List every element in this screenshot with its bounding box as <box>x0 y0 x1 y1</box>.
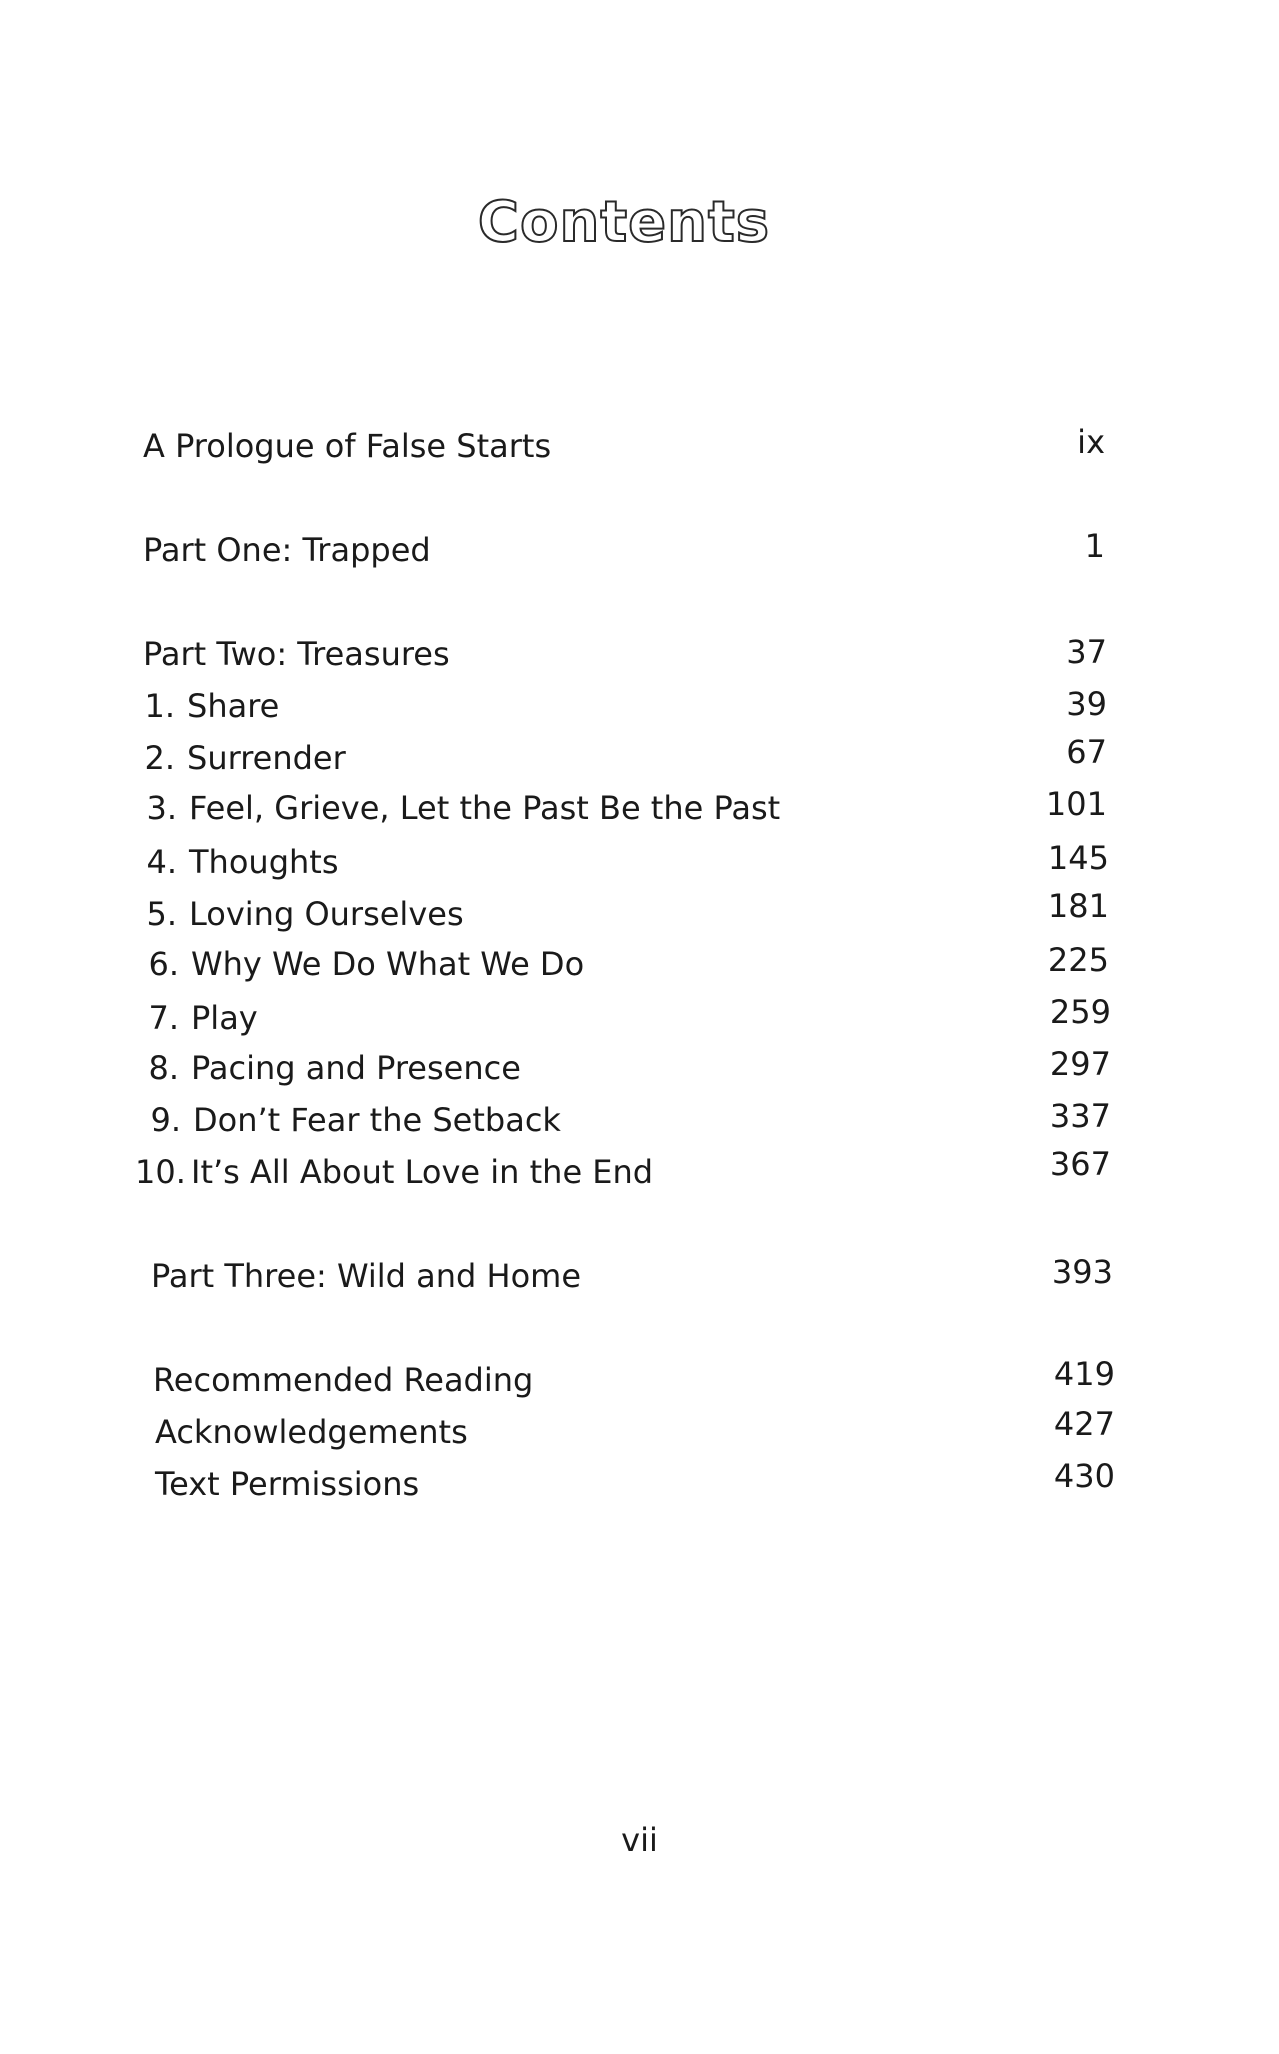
toc-entry-label: Loving Ourselves <box>189 895 464 933</box>
toc-chapter-number: 6. <box>148 945 179 983</box>
toc-entry-page: 430 <box>1053 1457 1115 1495</box>
toc-chapter-8 <box>135 1048 521 1088</box>
toc-entry-label: A Prologue of False Starts <box>143 427 552 465</box>
toc-entry-label: Play <box>191 999 258 1037</box>
toc-chapter-number: 1. <box>144 687 175 725</box>
toc-chapter-number: 3. <box>146 789 177 827</box>
toc-entry-label: Acknowledgements <box>155 1413 468 1451</box>
toc-chapter-number: 9. <box>150 1101 181 1139</box>
toc-entry-page: 337 <box>1049 1097 1111 1135</box>
toc-entry-prologue <box>143 426 551 466</box>
toc-entry-page: 259 <box>1049 993 1111 1031</box>
toc-chapter-4 <box>133 842 339 882</box>
toc-chapter-number: 2. <box>144 739 175 777</box>
toc-entry-page: 297 <box>1049 1045 1111 1083</box>
toc-entry-label: Text Permissions <box>155 1465 420 1503</box>
toc-entry-label: Part Two: Treasures <box>143 635 450 673</box>
toc-entry-label: Don’t Fear the Setback <box>193 1101 561 1139</box>
page-title: Contents <box>477 190 771 255</box>
toc-chapter-6 <box>135 944 584 984</box>
toc-chapter-5 <box>133 894 464 934</box>
toc-entry-part-three <box>151 1256 581 1296</box>
toc-chapter-number: 10. <box>135 1153 186 1191</box>
toc-entry-page: 39 <box>1066 685 1107 723</box>
toc-entry-label: Thoughts <box>189 843 339 881</box>
toc-chapter-number: 5. <box>146 895 177 933</box>
toc-entry-label: Feel, Grieve, Let the Past Be the Past <box>189 789 781 827</box>
toc-entry-label: It’s All About Love in the End <box>191 1153 654 1191</box>
toc-entry-text-permissions <box>155 1464 419 1504</box>
toc-entry-page: 427 <box>1053 1405 1115 1443</box>
toc-chapter-10 <box>135 1152 653 1192</box>
toc-entry-page: 419 <box>1053 1355 1115 1393</box>
toc-entry-acknowledgements <box>155 1412 468 1452</box>
toc-entry-page: 67 <box>1066 733 1107 771</box>
toc-entry-label: Part Three: Wild and Home <box>151 1257 582 1295</box>
toc-entry-page: 1 <box>1084 527 1105 565</box>
toc-entry-page: 393 <box>1051 1253 1113 1291</box>
toc-chapter-7 <box>135 998 258 1038</box>
toc-entry-page: ix <box>1077 423 1105 461</box>
toc-entry-page: 181 <box>1047 887 1109 925</box>
toc-chapter-number: 4. <box>146 843 177 881</box>
toc-entry-label: Recommended Reading <box>153 1361 534 1399</box>
toc-entry-label: Surrender <box>187 739 346 777</box>
toc-entry-page: 367 <box>1049 1145 1111 1183</box>
toc-chapter-2 <box>131 738 346 778</box>
toc-entry-part-one <box>143 530 431 570</box>
toc-entry-recommended-reading <box>153 1360 533 1400</box>
toc-entry-page: 101 <box>1045 785 1107 823</box>
toc-chapter-number: 8. <box>148 1049 179 1087</box>
toc-entry-label: Pacing and Presence <box>191 1049 521 1087</box>
toc-entry-page: 225 <box>1047 941 1109 979</box>
toc-chapter-9 <box>137 1100 561 1140</box>
toc-entry-page: 37 <box>1066 633 1107 671</box>
toc-entry-page: 145 <box>1047 839 1109 877</box>
toc-entry-label: Share <box>187 687 280 725</box>
toc-entry-label: Part One: Trapped <box>143 531 431 569</box>
toc-chapter-3 <box>133 788 780 828</box>
toc-chapter-number: 7. <box>148 999 179 1037</box>
toc-entry-part-two <box>143 634 450 674</box>
toc-chapter-1 <box>131 686 279 726</box>
page-number: vii <box>621 1821 658 1859</box>
toc-entry-label: Why We Do What We Do <box>191 945 585 983</box>
